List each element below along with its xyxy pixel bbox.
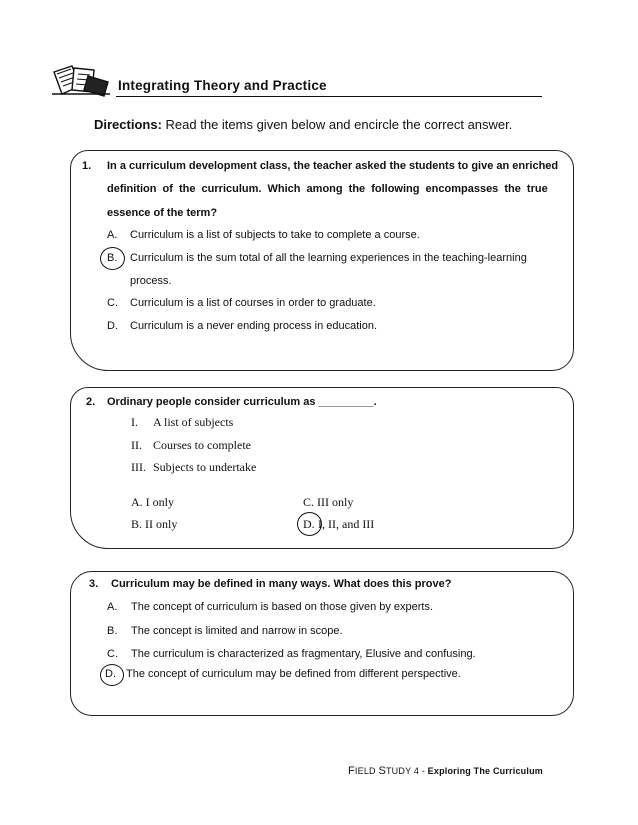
q3-prompt: Curriculum may be defined in many ways. What does this prove? bbox=[111, 578, 452, 590]
q1-option-d-text: Curriculum is a never ending process in education. bbox=[130, 320, 378, 332]
footer-f: F bbox=[348, 765, 355, 777]
q2-item-3-text: Subjects to undertake bbox=[153, 460, 257, 474]
q1-option-d-letter[interactable]: D. bbox=[107, 320, 118, 332]
q1-number: 1. bbox=[82, 160, 92, 172]
q2-choice-d-letter[interactable]: D. bbox=[303, 517, 315, 531]
q1-option-c-letter[interactable]: C. bbox=[107, 297, 118, 309]
q2-item-2-text: Courses to complete bbox=[153, 438, 251, 452]
q2-choice-b[interactable]: B. II only bbox=[131, 517, 178, 531]
q3-option-b-text: The concept is limited and narrow in scope. bbox=[131, 625, 343, 637]
footer-tudy: TUDY bbox=[385, 766, 412, 776]
q2-choice-d-text: I, II, and III bbox=[318, 517, 375, 531]
q3-option-b-letter[interactable]: B. bbox=[107, 625, 118, 637]
q3-option-c-text: The curriculum is characterized as fragmentary, Elusive and confusing. bbox=[131, 648, 476, 660]
q1-option-a-text: Curriculum is a list of subjects to take to complete a course. bbox=[130, 229, 420, 241]
q1-option-a-letter[interactable]: A. bbox=[107, 229, 118, 241]
books-icon bbox=[50, 64, 112, 98]
directions bbox=[94, 117, 512, 132]
footer-separator: - bbox=[421, 766, 425, 776]
footer-ield: IELD bbox=[354, 766, 376, 776]
directions-text: Read the items given below and encircle the correct answer. bbox=[165, 117, 513, 132]
footer-subtitle: Exploring The Curriculum bbox=[427, 766, 543, 776]
q1-line-2: definition of the curriculum. Which among the following encompasses the true bbox=[107, 183, 548, 195]
q3-option-d-letter[interactable]: D. bbox=[105, 668, 116, 680]
q3-option-a-text: The concept of curriculum is based on those given by experts. bbox=[131, 601, 434, 613]
q1-option-b-text: Curriculum is the sum total of all the learning experiences in the teaching-learning bbox=[130, 252, 527, 264]
q1-option-c-text: Curriculum is a list of courses in order to graduate. bbox=[130, 297, 376, 309]
q2-item-2-roman: II. bbox=[131, 438, 142, 452]
question-3-card bbox=[70, 571, 574, 716]
q2-item-1-roman: I. bbox=[131, 415, 138, 429]
q2-number: 2. bbox=[86, 396, 96, 408]
q3-number: 3. bbox=[89, 578, 99, 590]
q1-option-b-letter[interactable]: B. bbox=[107, 252, 118, 264]
page-footer bbox=[348, 765, 543, 777]
footer-s: S bbox=[378, 765, 386, 777]
q3-option-d-text: The concept of curriculum may be defined from different perspective. bbox=[126, 668, 461, 680]
q3-option-c-letter[interactable]: C. bbox=[107, 648, 118, 660]
directions-label: Directions: bbox=[94, 117, 162, 132]
q1-line-1: In a curriculum development class, the teacher asked the students to give an enriched bbox=[107, 160, 559, 172]
q3-option-a-letter[interactable]: A. bbox=[107, 601, 118, 613]
section-title: Integrating Theory and Practice bbox=[118, 78, 327, 93]
q2-prompt: Ordinary people consider curriculum as _________. bbox=[107, 396, 377, 408]
q2-choice-c[interactable]: C. III only bbox=[303, 495, 354, 509]
title-underline bbox=[116, 96, 542, 97]
q1-option-b-continued: process. bbox=[130, 275, 172, 287]
q2-item-3-roman: III. bbox=[131, 460, 146, 474]
footer-number: 4 bbox=[413, 766, 420, 776]
q2-choice-a[interactable]: A. I only bbox=[131, 495, 174, 509]
q2-item-1-text: A list of subjects bbox=[153, 415, 234, 429]
q1-line-3: essence of the term? bbox=[107, 207, 218, 219]
